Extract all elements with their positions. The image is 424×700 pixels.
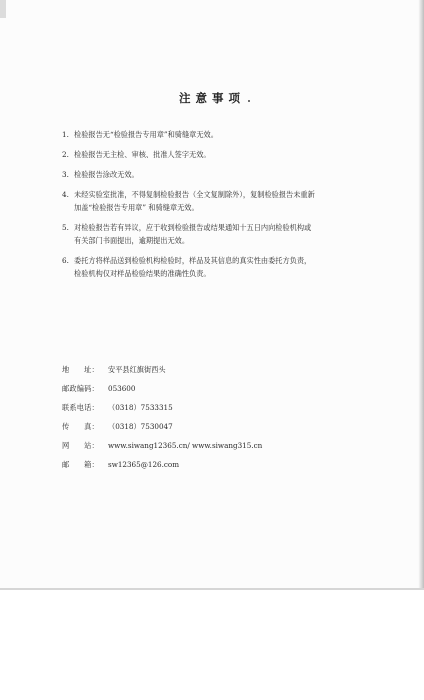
page-bottom-edge <box>0 588 424 590</box>
contact-info <box>62 360 382 474</box>
note-number: 5. <box>62 223 69 232</box>
note-item-6 <box>62 254 382 280</box>
contact-row-phone <box>62 398 382 417</box>
note-text <box>74 254 382 280</box>
contact-row-postcode <box>62 379 382 398</box>
note-text <box>74 168 382 181</box>
note-number: 2. <box>62 150 69 159</box>
note-line: 有关部门书面提出，逾期提出无效。 <box>74 236 190 245</box>
note-number: 6. <box>62 256 69 265</box>
contact-label: 网 站： <box>62 440 99 450</box>
contact-label: 联系电话： <box>62 402 99 412</box>
contact-value: 安平县红旗街西头 <box>108 364 166 374</box>
note-number: 1. <box>62 130 69 139</box>
contact-value: www.siwang12365.cn/ www.siwang315.cn <box>108 441 263 450</box>
page-title: 注意事项 <box>179 91 245 105</box>
contact-value: （0318）7533315 <box>108 402 173 412</box>
note-item-3 <box>62 168 382 181</box>
note-line: 检验报告无“检验报告专用章”和骑缝章无效。 <box>74 130 218 139</box>
contact-label: 邮 箱： <box>62 459 99 469</box>
contact-value: 053600 <box>108 384 136 393</box>
contact-row-fax <box>62 417 382 436</box>
page-corner-mark <box>0 0 6 18</box>
note-line: 未经实验室批准，不得复制检验报告（全文复制除外），复制检验报告未重新 <box>74 190 315 199</box>
note-text <box>74 128 382 141</box>
note-line: 加盖“检验报告专用章” 和骑缝章无效。 <box>74 203 199 212</box>
note-text <box>74 188 382 214</box>
note-item-4 <box>62 188 382 214</box>
contact-label: 传 真： <box>62 421 99 431</box>
note-line: 检验报告无主检、审核、批准人签字无效。 <box>74 150 211 159</box>
note-line: 检验机构仅对样品检验结果的准确性负责。 <box>74 269 211 278</box>
contact-value: （0318）7530047 <box>108 421 173 431</box>
note-number: 4. <box>62 190 69 199</box>
note-text <box>74 148 382 161</box>
note-line: 委托方将样品送到检验机构检验时，样品及其信息的真实性由委托方负责， <box>74 256 312 265</box>
contact-row-website <box>62 436 382 455</box>
page-edge-shadow <box>418 0 424 590</box>
note-item-5 <box>62 221 382 247</box>
note-number: 3. <box>62 170 69 179</box>
title-mark <box>248 100 250 102</box>
note-item-1 <box>62 128 382 141</box>
contact-value: sw12365@126.com <box>108 460 180 469</box>
note-item-2 <box>62 148 382 161</box>
note-line: 对检验报告若有异议，应于收到检验报告或结果通知十五日内向检验机构或 <box>74 223 312 232</box>
notes-list <box>62 128 382 287</box>
contact-label: 地 址： <box>62 364 99 374</box>
contact-row-email <box>62 455 382 474</box>
note-text <box>74 221 382 247</box>
contact-row-address <box>62 360 382 379</box>
contact-label: 邮政编码： <box>62 383 99 393</box>
note-line: 检验报告涂改无效。 <box>74 170 139 179</box>
